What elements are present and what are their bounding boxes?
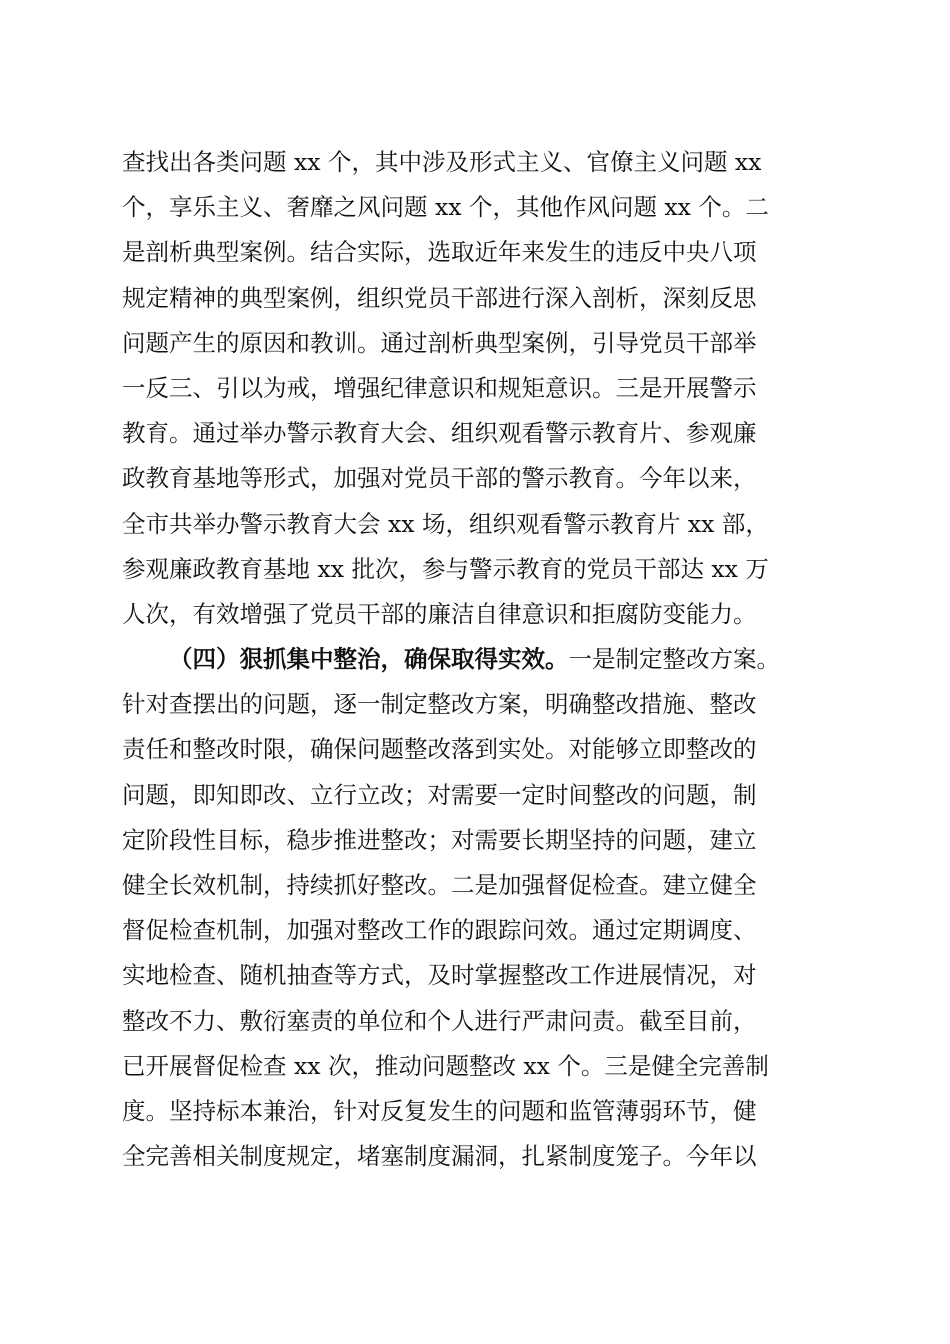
paragraph-line-7: 教育。通过举办警示教育大会、组织观看警示教育片、参观廉 <box>122 419 757 448</box>
section-line-5: 健全长效机制，持续抓好整改。二是加强督促检查。建立健全 <box>122 871 757 899</box>
paragraph-line-1: 查找出各类问题 xx 个，其中涉及形式主义、官僚主义问题 xx <box>122 148 762 176</box>
paragraph-line-11: 人次，有效增强了党员干部的廉洁自律意识和拒腐防变能力。 <box>122 599 757 628</box>
paragraph-line-10: 参观廉政教育基地 xx 批次，参与警示教育的党员干部达 xx 万 <box>122 554 769 583</box>
paragraph-line-4: 规定精神的典型案例，组织党员干部进行深入剖析，深刻反思 <box>122 283 757 312</box>
section-line-6: 督促检查机制，加强对整改工作的跟踪问效。通过定期调度、 <box>122 916 757 945</box>
paragraph-line-3: 是剖析典型案例。结合实际，选取近年来发生的违反中央八项 <box>122 238 757 267</box>
paragraph-line-5: 问题产生的原因和教训。通过剖析典型案例，引导党员干部举 <box>122 328 757 357</box>
section-line-3: 问题，即知即改、立行立改；对需要一定时间整改的问题，制 <box>122 780 757 809</box>
section-line-7: 实地检查、随机抽查等方式，及时掌握整改工作进展情况，对 <box>122 961 757 990</box>
paragraph-line-8: 政教育基地等形式，加强对党员干部的警示教育。今年以来， <box>122 464 757 493</box>
paragraph-line-9: 全市共举办警示教育大会 xx 场，组织观看警示教育片 xx 部， <box>122 509 769 538</box>
section-line-11: 全完善相关制度规定，堵塞制度漏洞，扎紧制度笼子。今年以 <box>122 1142 757 1171</box>
section-line-10: 度。坚持标本兼治，针对反复发生的问题和监管薄弱环节，健 <box>122 1096 757 1125</box>
section-line-8: 整改不力、敷衍塞责的单位和个人进行严肃问责。截至目前， <box>122 1006 757 1035</box>
section-first-line <box>122 637 832 682</box>
paragraph-line-6: 一反三、引以为戒，增强纪律意识和规矩意识。三是开展警示 <box>122 373 757 402</box>
section-heading: （四）狠抓集中整治，确保取得实效。 <box>169 645 569 674</box>
section-line-2: 责任和整改时限，确保问题整改落到实处。对能够立即整改的 <box>122 735 757 764</box>
paragraph-line-2: 个，享乐主义、奢靡之风问题 xx 个，其他作风问题 xx 个。二 <box>122 193 769 222</box>
section-line-1: 针对查摆出的问题，逐一制定整改方案，明确整改措施、整改 <box>122 690 757 719</box>
section-line-4: 定阶段性目标，稳步推进整改；对需要长期坚持的问题，建立 <box>122 825 757 854</box>
body-text <box>122 140 832 1179</box>
section-first-line-text: 一是制定整改方案。 <box>568 645 780 674</box>
section-line-9: 已开展督促检查 xx 次，推动问题整改 xx 个。三是健全完善制 <box>122 1051 769 1080</box>
